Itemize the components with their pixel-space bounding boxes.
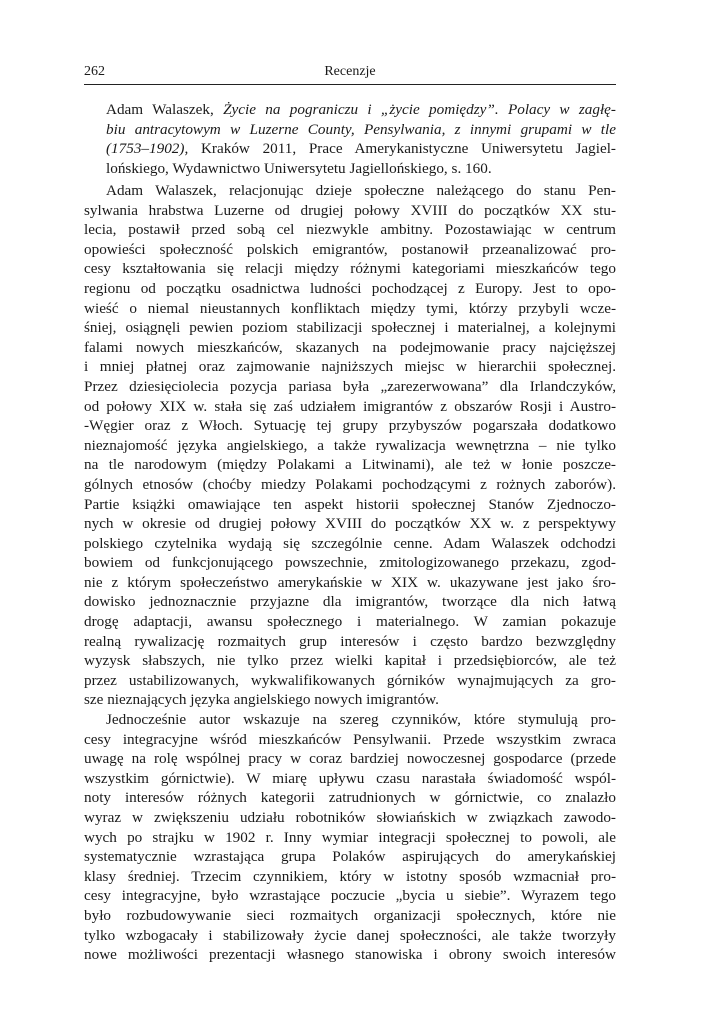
text-line: od połowy XIX w. stała się zaś udziałem imigrantów z obszarów Rosji i Austro- (84, 397, 616, 415)
text-line: uwagę na rolę wspólnej pracy w coraz bardziej nowoczesnej gospodarce (przede (84, 750, 616, 768)
text-line: wych po strajku w 1902 r. Inny wymiar integracji społecznej to powoli, ale (84, 828, 616, 846)
text-line: wyzysk słabszych, nie tylko przez wielki kapitał i przedsiębiorców, ale też (84, 652, 616, 670)
text-line: i mniej płatnej oraz zajmowanie najniższych miejsc w hierarchii społecznej. (84, 358, 616, 376)
text-line: -Węgier oraz z Włoch. Sytuację tej grupy przybyszów pogarszała dodatkowo (84, 417, 616, 435)
text-line: realną rywalizację rozmaitych grup interesów i często bardzo bezwzględny (84, 632, 616, 650)
citation-line (106, 100, 616, 120)
text-line: systematycznie wzrastająca grupa Polaków aspirujących do amerykańskiej (84, 848, 616, 866)
text-line: nowe możliwości prezentacji własnego stanowiska i obrony swoich interesów (84, 946, 616, 964)
text-line: gólnych etnosów (choćby miedzy Polakami pochodzącymi z rożnych zaborów). (84, 475, 616, 493)
citation-author: Adam Walaszek, (106, 101, 224, 118)
text-line: falami nowych mieszkańców, skazanych na podejmowanie pracy najcięższej (84, 338, 616, 356)
citation-line (106, 120, 616, 140)
text-line: cesy integracyjne, było wzrastające poczucie „bycia u siebie”. Wyrazem tego (84, 887, 616, 905)
text-line: dowisko jednoznacznie przyjazne dla imigrantów, tworzące dla nich łatwą (84, 593, 616, 611)
text-line: lecia, postawił przed sobą cel niezwykle ambitny. Pozostawiając w centrum (84, 221, 616, 239)
text-line: cesy integracyjne wśród mieszkańców Pensylwanii. Przede wszystkim zwraca (84, 730, 616, 748)
text-line: wieść o niemal nieustannych konfliktach między tymi, którzy przybyli wcze- (84, 299, 616, 317)
paragraph-1 (84, 181, 616, 710)
citation-title: biu antracytowym w Luzerne County, Pensylwania, z innymi grupami w tle (106, 120, 616, 138)
book-citation (106, 100, 616, 178)
text-line: Adam Walaszek, relacjonując dzieje społeczne należącego do stanu Pen- (106, 182, 616, 199)
text-line: przez ustabilizowanych, wykwalifikowanych górników wynajmujących za gro- (84, 671, 616, 689)
text-line: opowieści społeczność polskich emigrantów, postanowił przeanalizować pro- (84, 240, 616, 258)
text-line: na tle narodowym (między Polakami a Litwinami), ale też w łonie poszcze- (84, 456, 616, 474)
text-line: cesy kształtowania się relacji między różnymi kategoriami mieszkańców tego (84, 260, 616, 278)
citation-title: Życie na pograniczu i „życie pomiędzy”. Polacy w zagłę- (223, 101, 616, 118)
text-line: Partie książki omawiające ten aspekt historii społecznej Stanów Zjednoczo- (84, 495, 616, 513)
text-line: nych w okresie od drugiej połowy XVIII do początków XX w. z perspektywy (84, 515, 616, 533)
text-line: klasy średniej. Trzecim czynnikiem, który w istotny sposób wzmacniał pro- (84, 867, 616, 885)
text-line: noty interesów różnych kategorii zatrudnionych w górnictwie, co znalazło (84, 789, 616, 807)
text-line: nieznajomość języka angielskiego, a także rywalizacja wewnętrzna – nie tylko (84, 436, 616, 454)
citation-publisher: Kraków 2011, Prace Amerykanistyczne Uniwersytetu Jagiel- (188, 140, 616, 157)
text-line: sze nieznających języka angielskiego nowych imigrantów. (84, 691, 439, 709)
running-header (84, 62, 616, 85)
running-title: Recenzje (324, 64, 376, 79)
citation-publisher: lońskiego, Wydawnictwo Uniwersytetu Jagiellońskiego, s. 160. (106, 159, 492, 177)
text-line: było rozbudowywanie sieci rozmaitych organizacji społecznych, które nie (84, 906, 616, 924)
paragraph-2 (84, 710, 616, 965)
text-line: Jednocześnie autor wskazuje na szereg czynników, które stymulują pro- (106, 711, 616, 729)
text-line: sylwania hrabstwa Luzerne od drugiej połowy XVIII do początków XX stu- (84, 201, 616, 219)
text-line: śniej, osiągnęli pewien poziom stabilizacji społecznej i materialnej, a kolejnymi (84, 319, 616, 337)
page-number: 262 (84, 64, 105, 79)
text-line: tylko wzbogacały i stabilizowały życie danej społeczności, ale także tworzyły (84, 926, 616, 944)
citation-title: (1753–1902), (106, 140, 189, 157)
text-line: polskiego czytelnika wydają się szczególnie cenne. Adam Walaszek odchodzi (84, 534, 616, 552)
citation-line (106, 139, 616, 159)
text-line: bowiem od funkcjonującego powszechnie, zmitologizowanego przekazu, zgod- (84, 554, 616, 572)
review-body (84, 181, 616, 965)
text-line: nie z którym społeczeństwo amerykańskie w XIX w. ukazywane jest jako śro- (84, 573, 616, 591)
text-line: Przez dziesięciolecia pozycja pariasa była „zarezerwowana” dla Irlandczyków, (84, 377, 616, 395)
text-line: drogę adaptacji, awansu społecznego i materialnego. W zamian pokazuje (84, 613, 616, 631)
text-line: wyraz w zwiększeniu udziału robotników słowiańskich w związkach zawodo- (84, 809, 616, 826)
text-line: regionu od początku osadnictwa ludności pochodzącej z Europy. Jest to opo- (84, 279, 616, 297)
citation-line (106, 159, 616, 179)
text-line: wszystkim górnictwie). W miarę upływu czasu narastała świadomość wspól- (84, 769, 616, 787)
